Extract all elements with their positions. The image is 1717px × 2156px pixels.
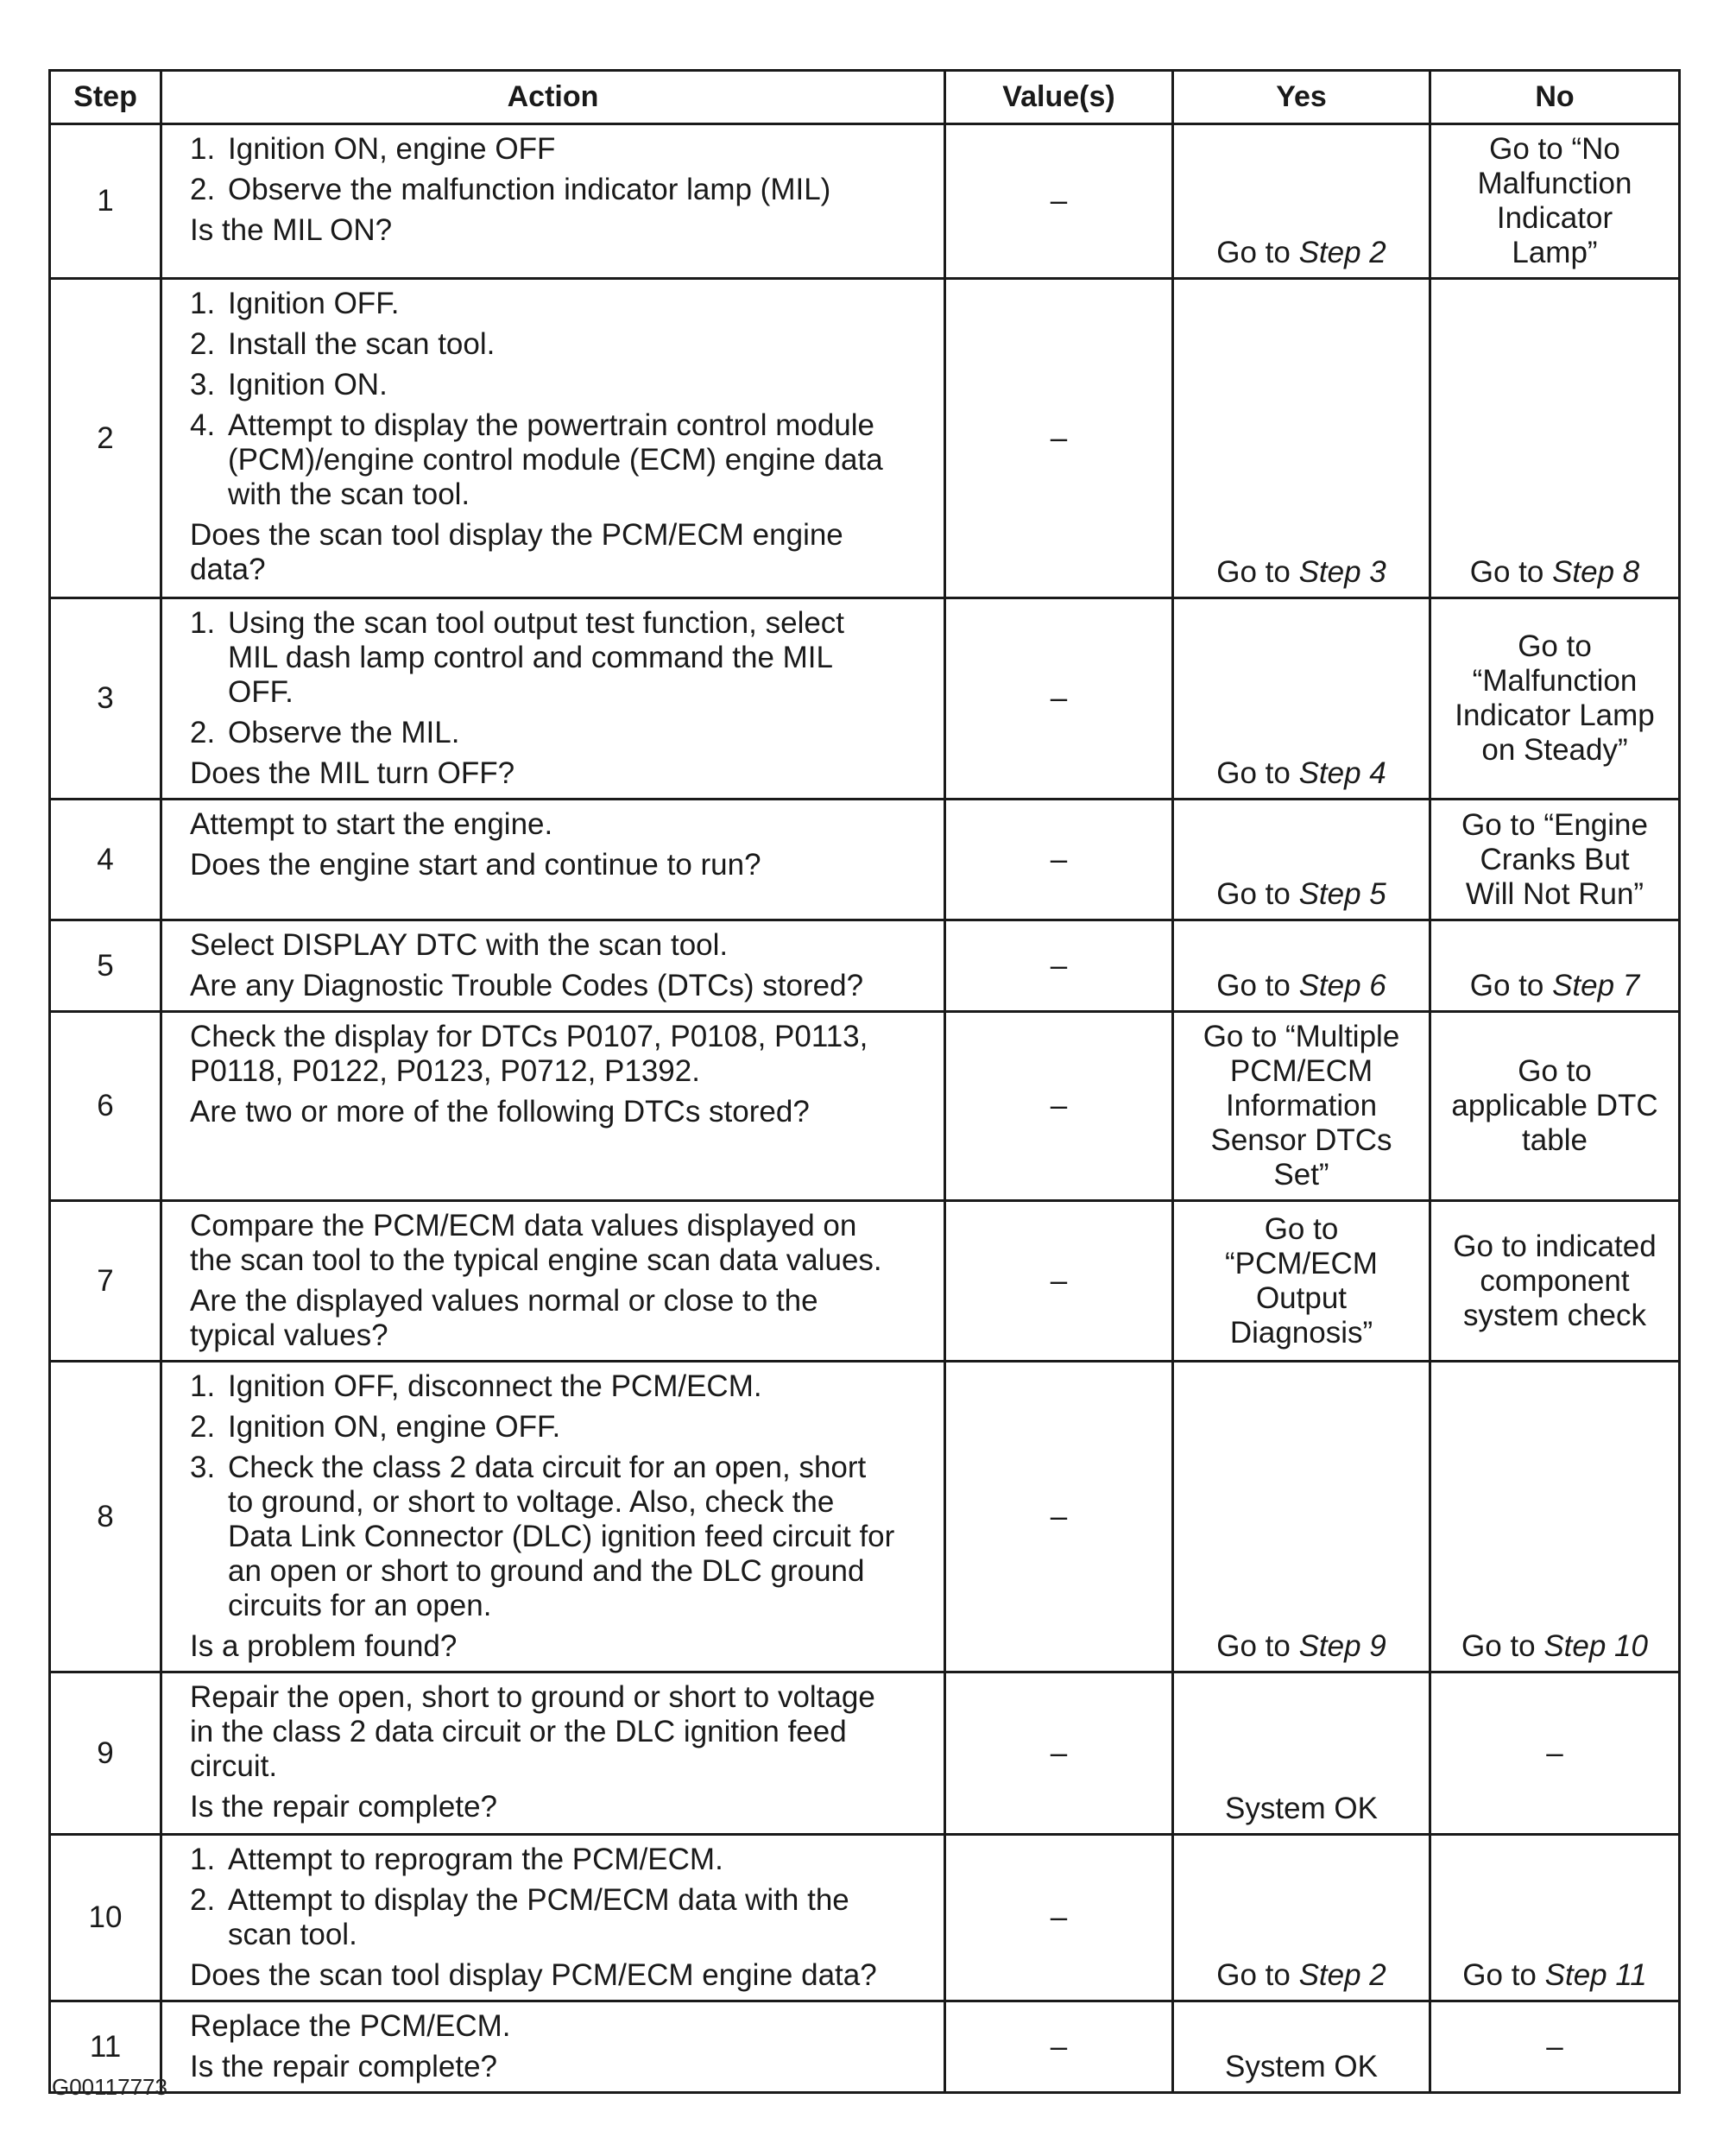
action-question: Is the repair complete? — [190, 1790, 498, 1824]
action-cell — [161, 2001, 945, 2093]
action-list-item — [190, 173, 935, 207]
action-item-number: 2. — [190, 327, 216, 361]
yes-step-ref: Step 9 — [1298, 1629, 1386, 1663]
figure-code: G00117773 — [52, 2074, 167, 2100]
value-cell: – — [945, 1362, 1173, 1672]
value-cell: – — [945, 1672, 1173, 1835]
yes-text — [1216, 1958, 1386, 1993]
yes-destination: Go to “PCM/ECM Output Diagnosis” — [1225, 1211, 1378, 1350]
yes-prefix: Go to — [1216, 756, 1299, 790]
yes-outcome — [1177, 1680, 1425, 1826]
yes-cell — [1173, 124, 1430, 279]
value-cell: – — [945, 1012, 1173, 1201]
step-number: 5 — [50, 920, 161, 1012]
action-item-number: 1. — [190, 606, 216, 640]
action-item-number: 3. — [190, 368, 216, 401]
yes-text — [1216, 555, 1386, 590]
action-item-text: Install the scan tool. — [228, 327, 496, 361]
no-step-ref: Step 11 — [1544, 1958, 1647, 1992]
no-text — [1451, 1054, 1657, 1158]
table-row — [50, 1835, 1680, 2001]
action-item-number: 1. — [190, 287, 216, 320]
no-outcome — [1435, 287, 1675, 590]
yes-cell — [1173, 598, 1430, 800]
yes-outcome — [1177, 1369, 1425, 1664]
step-number: 1 — [50, 124, 161, 279]
step-number: 11 — [50, 2001, 161, 2093]
header-action: Action — [161, 71, 945, 124]
value-cell: – — [945, 2001, 1173, 2093]
action-list-item — [190, 408, 935, 512]
no-cell — [1430, 1012, 1680, 1201]
no-outcome — [1435, 1020, 1675, 1192]
no-outcome — [1435, 928, 1675, 1003]
action-paragraph: Attempt to start the engine. — [190, 807, 553, 841]
yes-cell — [1173, 800, 1430, 920]
yes-outcome — [1177, 807, 1425, 912]
no-outcome — [1435, 606, 1675, 791]
table-row — [50, 1012, 1680, 1201]
action-list-item — [190, 1410, 935, 1445]
header-yes: Yes — [1173, 71, 1430, 124]
no-outcome — [1435, 1843, 1675, 1993]
no-text — [1470, 969, 1640, 1003]
value-cell: – — [945, 598, 1173, 800]
step-number: 6 — [50, 1012, 161, 1201]
step-number: 9 — [50, 1672, 161, 1835]
no-cell — [1430, 279, 1680, 598]
yes-text — [1216, 236, 1386, 270]
no-destination: – — [1546, 1736, 1563, 1770]
yes-outcome — [1177, 132, 1425, 270]
no-step-ref: Step 7 — [1552, 969, 1640, 1002]
value-cell: – — [945, 1201, 1173, 1362]
yes-cell — [1173, 1201, 1430, 1362]
header-step: Step — [50, 71, 161, 124]
action-cell — [161, 1201, 945, 1362]
no-text — [1455, 629, 1655, 768]
table-row — [50, 2001, 1680, 2093]
no-outcome — [1435, 2009, 1675, 2084]
action-cell — [161, 1012, 945, 1201]
action-item-text: Check the class 2 data circuit for an open, short to ground, or short to voltage. Also, check the Data Link Connector (DLC) ignition feed circuit for an open or short to ground and the DLC ground circuits for an open. — [228, 1451, 895, 1622]
no-cell — [1430, 920, 1680, 1012]
no-cell — [1430, 800, 1680, 920]
action-list-item — [190, 132, 935, 167]
no-cell — [1430, 1672, 1680, 1835]
value-cell: – — [945, 800, 1173, 920]
yes-outcome — [1177, 606, 1425, 791]
action-list-item — [190, 287, 935, 321]
yes-text — [1203, 1020, 1400, 1192]
no-destination: Go to “Engine Cranks But Will Not Run” — [1461, 807, 1648, 911]
header-row — [50, 71, 1680, 124]
action-item-number: 1. — [190, 132, 216, 166]
no-prefix: Go to — [1469, 555, 1553, 589]
yes-prefix: Go to — [1216, 1629, 1299, 1663]
action-item-number: 2. — [190, 1883, 216, 1917]
no-cell — [1430, 1201, 1680, 1362]
value-cell: – — [945, 279, 1173, 598]
action-cell — [161, 800, 945, 920]
action-list-item — [190, 368, 935, 402]
no-text — [1461, 1629, 1648, 1664]
no-outcome — [1435, 1209, 1675, 1353]
yes-text — [1216, 877, 1386, 912]
no-cell — [1430, 124, 1680, 279]
action-item-text: Attempt to display the powertrain control module (PCM)/engine control module (ECM) engine data with the scan tool. — [228, 408, 883, 511]
no-cell — [1430, 598, 1680, 800]
step-number: 7 — [50, 1201, 161, 1362]
action-item-number: 2. — [190, 1410, 216, 1444]
action-question: Is the MIL ON? — [190, 213, 393, 247]
yes-outcome — [1177, 1020, 1425, 1192]
action-cell — [161, 1362, 945, 1672]
yes-prefix: Go to — [1216, 236, 1299, 269]
yes-destination: System OK — [1225, 2050, 1378, 2083]
action-paragraph: Replace the PCM/ECM. — [190, 2009, 511, 2043]
yes-cell — [1173, 1362, 1430, 1672]
yes-step-ref: Step 5 — [1298, 877, 1386, 911]
action-item-text: Attempt to reprogram the PCM/ECM. — [228, 1843, 723, 1876]
yes-prefix: Go to — [1216, 1958, 1299, 1992]
action-cell — [161, 279, 945, 598]
action-question: Is the repair complete? — [190, 2050, 498, 2083]
action-list-item — [190, 1843, 935, 1877]
yes-cell — [1173, 2001, 1430, 2093]
value-cell: – — [945, 124, 1173, 279]
no-destination: – — [1546, 2029, 1563, 2064]
no-text — [1478, 132, 1632, 270]
table-row — [50, 279, 1680, 598]
table-row — [50, 1672, 1680, 1835]
no-cell — [1430, 1362, 1680, 1672]
no-text — [1546, 1736, 1562, 1771]
action-item-text: Observe the MIL. — [228, 716, 460, 749]
yes-cell — [1173, 1835, 1430, 2001]
yes-text — [1225, 2050, 1378, 2084]
yes-cell — [1173, 1012, 1430, 1201]
yes-prefix: Go to — [1216, 877, 1299, 911]
no-text — [1546, 2030, 1562, 2064]
no-step-ref: Step 10 — [1543, 1629, 1648, 1663]
action-item-number: 3. — [190, 1451, 216, 1484]
value-cell: – — [945, 1835, 1173, 2001]
action-item-number: 2. — [190, 716, 216, 749]
action-item-text: Ignition OFF. — [228, 287, 400, 320]
yes-step-ref: Step 6 — [1298, 969, 1386, 1002]
no-text — [1453, 1230, 1656, 1333]
no-cell — [1430, 1835, 1680, 2001]
action-list-item — [190, 606, 935, 710]
yes-outcome — [1177, 287, 1425, 590]
action-question: Does the scan tool display the PCM/ECM engine data? — [190, 518, 843, 586]
table-row — [50, 1362, 1680, 1672]
action-question: Is a problem found? — [190, 1629, 458, 1663]
table-row — [50, 124, 1680, 279]
no-text — [1462, 1958, 1646, 1993]
table-row — [50, 920, 1680, 1012]
diagnostic-table — [48, 69, 1681, 2094]
table-row — [50, 598, 1680, 800]
no-destination: Go to indicated component system check — [1453, 1229, 1657, 1332]
table-body — [50, 124, 1680, 2093]
no-prefix: Go to — [1469, 969, 1553, 1002]
no-outcome — [1435, 132, 1675, 270]
action-item-text: Ignition ON, engine OFF. — [228, 1410, 561, 1444]
action-question: Are the displayed values normal or close to the typical values? — [190, 1284, 818, 1352]
yes-step-ref: Step 4 — [1298, 756, 1386, 790]
action-item-number: 2. — [190, 173, 216, 206]
action-paragraph: Repair the open, short to ground or short to voltage in the class 2 data circuit or the DLC ignition feed circuit. — [190, 1680, 875, 1783]
action-cell — [161, 1672, 945, 1835]
yes-destination: System OK — [1225, 1792, 1378, 1825]
no-prefix: Go to — [1462, 1958, 1545, 1992]
table-row — [50, 800, 1680, 920]
yes-prefix: Go to — [1216, 969, 1299, 1002]
no-text — [1470, 555, 1640, 590]
header-values: Value(s) — [945, 71, 1173, 124]
action-item-text: Ignition ON, engine OFF — [228, 132, 556, 166]
yes-text — [1216, 1629, 1386, 1664]
yes-cell — [1173, 279, 1430, 598]
yes-step-ref: Step 2 — [1298, 1958, 1386, 1992]
value-cell: – — [945, 920, 1173, 1012]
no-outcome — [1435, 1680, 1675, 1826]
yes-text — [1216, 969, 1386, 1003]
no-destination: Go to “Malfunction Indicator Lamp on Steady” — [1455, 629, 1655, 767]
step-number: 10 — [50, 1835, 161, 2001]
action-cell — [161, 124, 945, 279]
step-number: 2 — [50, 279, 161, 598]
action-item-text: Using the scan tool output test function, select MIL dash lamp control and command the MIL OFF. — [228, 606, 845, 709]
action-item-number: 1. — [190, 1369, 216, 1403]
action-question: Are any Diagnostic Trouble Codes (DTCs) stored? — [190, 969, 864, 1002]
action-list-item — [190, 716, 935, 750]
yes-text — [1216, 756, 1386, 791]
yes-outcome — [1177, 928, 1425, 1003]
action-list-item — [190, 327, 935, 362]
yes-outcome — [1177, 1843, 1425, 1993]
action-item-text: Attempt to display the PCM/ECM data with the scan tool. — [228, 1883, 849, 1951]
no-text — [1461, 808, 1648, 912]
action-cell — [161, 1835, 945, 2001]
no-cell — [1430, 2001, 1680, 2093]
yes-step-ref: Step 2 — [1298, 236, 1386, 269]
no-step-ref: Step 8 — [1552, 555, 1640, 589]
yes-outcome — [1177, 2009, 1425, 2084]
action-question: Does the engine start and continue to run? — [190, 848, 761, 882]
header-no: No — [1430, 71, 1680, 124]
no-prefix: Go to — [1461, 1629, 1544, 1663]
yes-destination: Go to “Multiple PCM/ECM Information Sensor DTCs Set” — [1203, 1020, 1400, 1192]
no-destination: Go to applicable DTC table — [1451, 1054, 1658, 1157]
action-item-text: Observe the malfunction indicator lamp (MIL) — [228, 173, 831, 206]
action-item-text: Ignition OFF, disconnect the PCM/ECM. — [228, 1369, 762, 1403]
action-paragraph: Compare the PCM/ECM data values displayed on the scan tool to the typical engine scan data values. — [190, 1209, 882, 1277]
yes-text — [1225, 1212, 1378, 1350]
yes-cell — [1173, 1672, 1430, 1835]
step-number: 4 — [50, 800, 161, 920]
yes-cell — [1173, 920, 1430, 1012]
action-paragraph: Check the display for DTCs P0107, P0108, P0113, P0118, P0122, P0123, P0712, P1392. — [190, 1020, 868, 1088]
no-outcome — [1435, 807, 1675, 912]
action-cell — [161, 598, 945, 800]
yes-outcome — [1177, 1209, 1425, 1353]
action-item-number: 4. — [190, 408, 216, 442]
action-list-item — [190, 1369, 935, 1404]
action-question: Does the MIL turn OFF? — [190, 756, 515, 790]
no-destination: Go to “No Malfunction Indicator Lamp” — [1477, 132, 1632, 269]
no-outcome — [1435, 1369, 1675, 1664]
action-list-item — [190, 1451, 935, 1623]
action-item-number: 1. — [190, 1843, 216, 1876]
action-paragraph: Select DISPLAY DTC with the scan tool. — [190, 928, 729, 962]
action-question: Are two or more of the following DTCs stored? — [190, 1095, 810, 1129]
yes-prefix: Go to — [1216, 555, 1299, 589]
table-row — [50, 1201, 1680, 1362]
action-cell — [161, 920, 945, 1012]
step-number: 3 — [50, 598, 161, 800]
action-question: Does the scan tool display PCM/ECM engine data? — [190, 1958, 877, 1992]
yes-step-ref: Step 3 — [1298, 555, 1386, 589]
action-item-text: Ignition ON. — [228, 368, 388, 401]
step-number: 8 — [50, 1362, 161, 1672]
yes-text — [1225, 1792, 1378, 1826]
action-list-item — [190, 1883, 935, 1952]
